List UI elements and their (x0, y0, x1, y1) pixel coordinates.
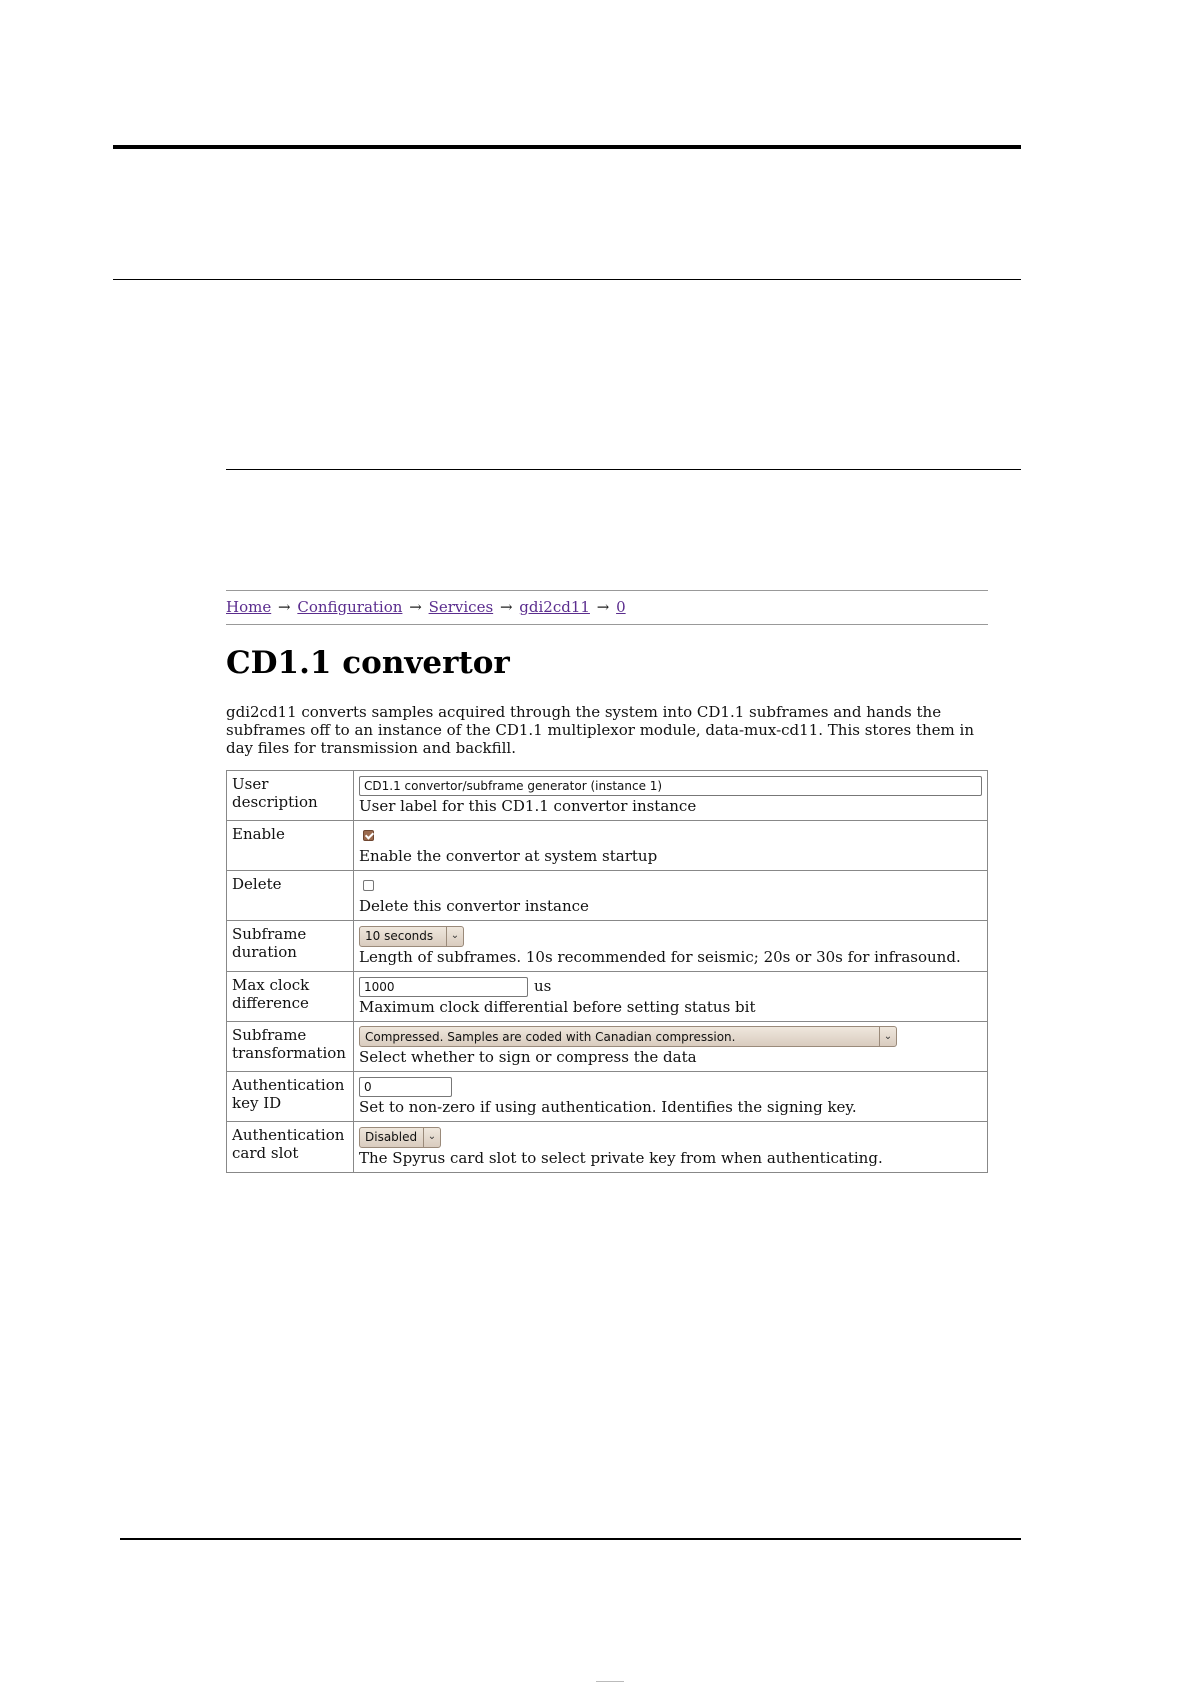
field-label: Authentication card slot (227, 1122, 354, 1173)
row-authentication-card-slot (227, 1122, 988, 1173)
breadcrumb-separator: → (409, 598, 422, 616)
field-help: The Spyrus card slot to select private key from when authenticating. (359, 1148, 883, 1167)
field-help: Set to non-zero if using authentication. Identifies the signing key. (359, 1098, 857, 1116)
subframe-transformation-select[interactable] (359, 1026, 897, 1047)
select-value: 10 seconds (365, 929, 434, 943)
page-footer-rule (120, 1538, 1021, 1540)
field-help: User label for this CD1.1 convertor instance (359, 797, 697, 815)
section-rule (113, 279, 1021, 280)
footer-mark (596, 1681, 624, 1682)
breadcrumb-configuration-link[interactable]: Configuration (297, 598, 403, 616)
row-subframe-duration (227, 921, 988, 972)
breadcrumb-gdi2cd11-link[interactable]: gdi2cd11 (519, 598, 590, 616)
user-description-input[interactable] (359, 776, 982, 796)
field-label: Delete (227, 871, 354, 921)
unit-label: us (534, 976, 552, 995)
row-subframe-transformation (227, 1021, 988, 1072)
field-help: Maximum clock differential before setting status bit (359, 997, 756, 1016)
chevron-down-icon: ⌄ (423, 1128, 440, 1147)
row-max-clock-difference (227, 971, 988, 1021)
breadcrumb-separator: → (499, 598, 513, 616)
select-value: Compressed. Samples are coded with Canadian compression. (365, 1029, 736, 1044)
page-header-rule (113, 145, 1021, 149)
chevron-down-icon: ⌄ (879, 1027, 896, 1046)
delete-checkbox[interactable] (363, 880, 374, 891)
breadcrumb-separator: → (278, 598, 291, 616)
field-label: Enable (227, 821, 354, 871)
row-enable (227, 821, 988, 871)
max-clock-difference-input[interactable] (359, 977, 528, 997)
field-help: Enable the convertor at system startup (359, 847, 658, 865)
subframe-duration-select[interactable] (359, 926, 464, 947)
select-value: Disabled (365, 1130, 418, 1144)
field-help: Delete this convertor instance (359, 897, 589, 915)
page-intro: gdi2cd11 converts samples acquired through the system into CD1.1 subframes and hands the subframes off to an instance of the CD1.1 multiplexor module, data-mux-cd11. This stores them in day files for transmission and backfill. (226, 703, 975, 757)
breadcrumb-services-link[interactable]: Services (428, 598, 494, 616)
page-title: CD1.1 convertor (226, 645, 510, 681)
config-table (226, 770, 988, 1173)
field-label: Subframe transformation (227, 1021, 354, 1072)
enable-checkbox[interactable] (363, 830, 374, 841)
field-label: Max clock difference (227, 971, 354, 1021)
row-authentication-key-id (227, 1072, 988, 1122)
row-user-description (227, 771, 988, 821)
field-help: Select whether to sign or compress the data (359, 1048, 697, 1066)
authentication-key-id-input[interactable] (359, 1077, 452, 1097)
field-label: Subframe duration (227, 921, 354, 972)
breadcrumb-separator: → (596, 598, 610, 616)
authentication-card-slot-select[interactable] (359, 1127, 441, 1148)
field-help: Length of subframes. 10s recommended for seismic; 20s or 30s for infrasound. (359, 947, 961, 966)
screenshot-frame (226, 590, 988, 1173)
field-label: Authentication key ID (227, 1072, 354, 1122)
row-delete (227, 871, 988, 921)
breadcrumb-instance-link[interactable]: 0 (616, 598, 626, 616)
field-label: User description (227, 771, 354, 821)
breadcrumb-home-link[interactable]: Home (226, 598, 272, 616)
breadcrumb (226, 590, 988, 625)
chevron-down-icon: ⌄ (446, 927, 463, 946)
subsection-rule (226, 469, 1021, 470)
